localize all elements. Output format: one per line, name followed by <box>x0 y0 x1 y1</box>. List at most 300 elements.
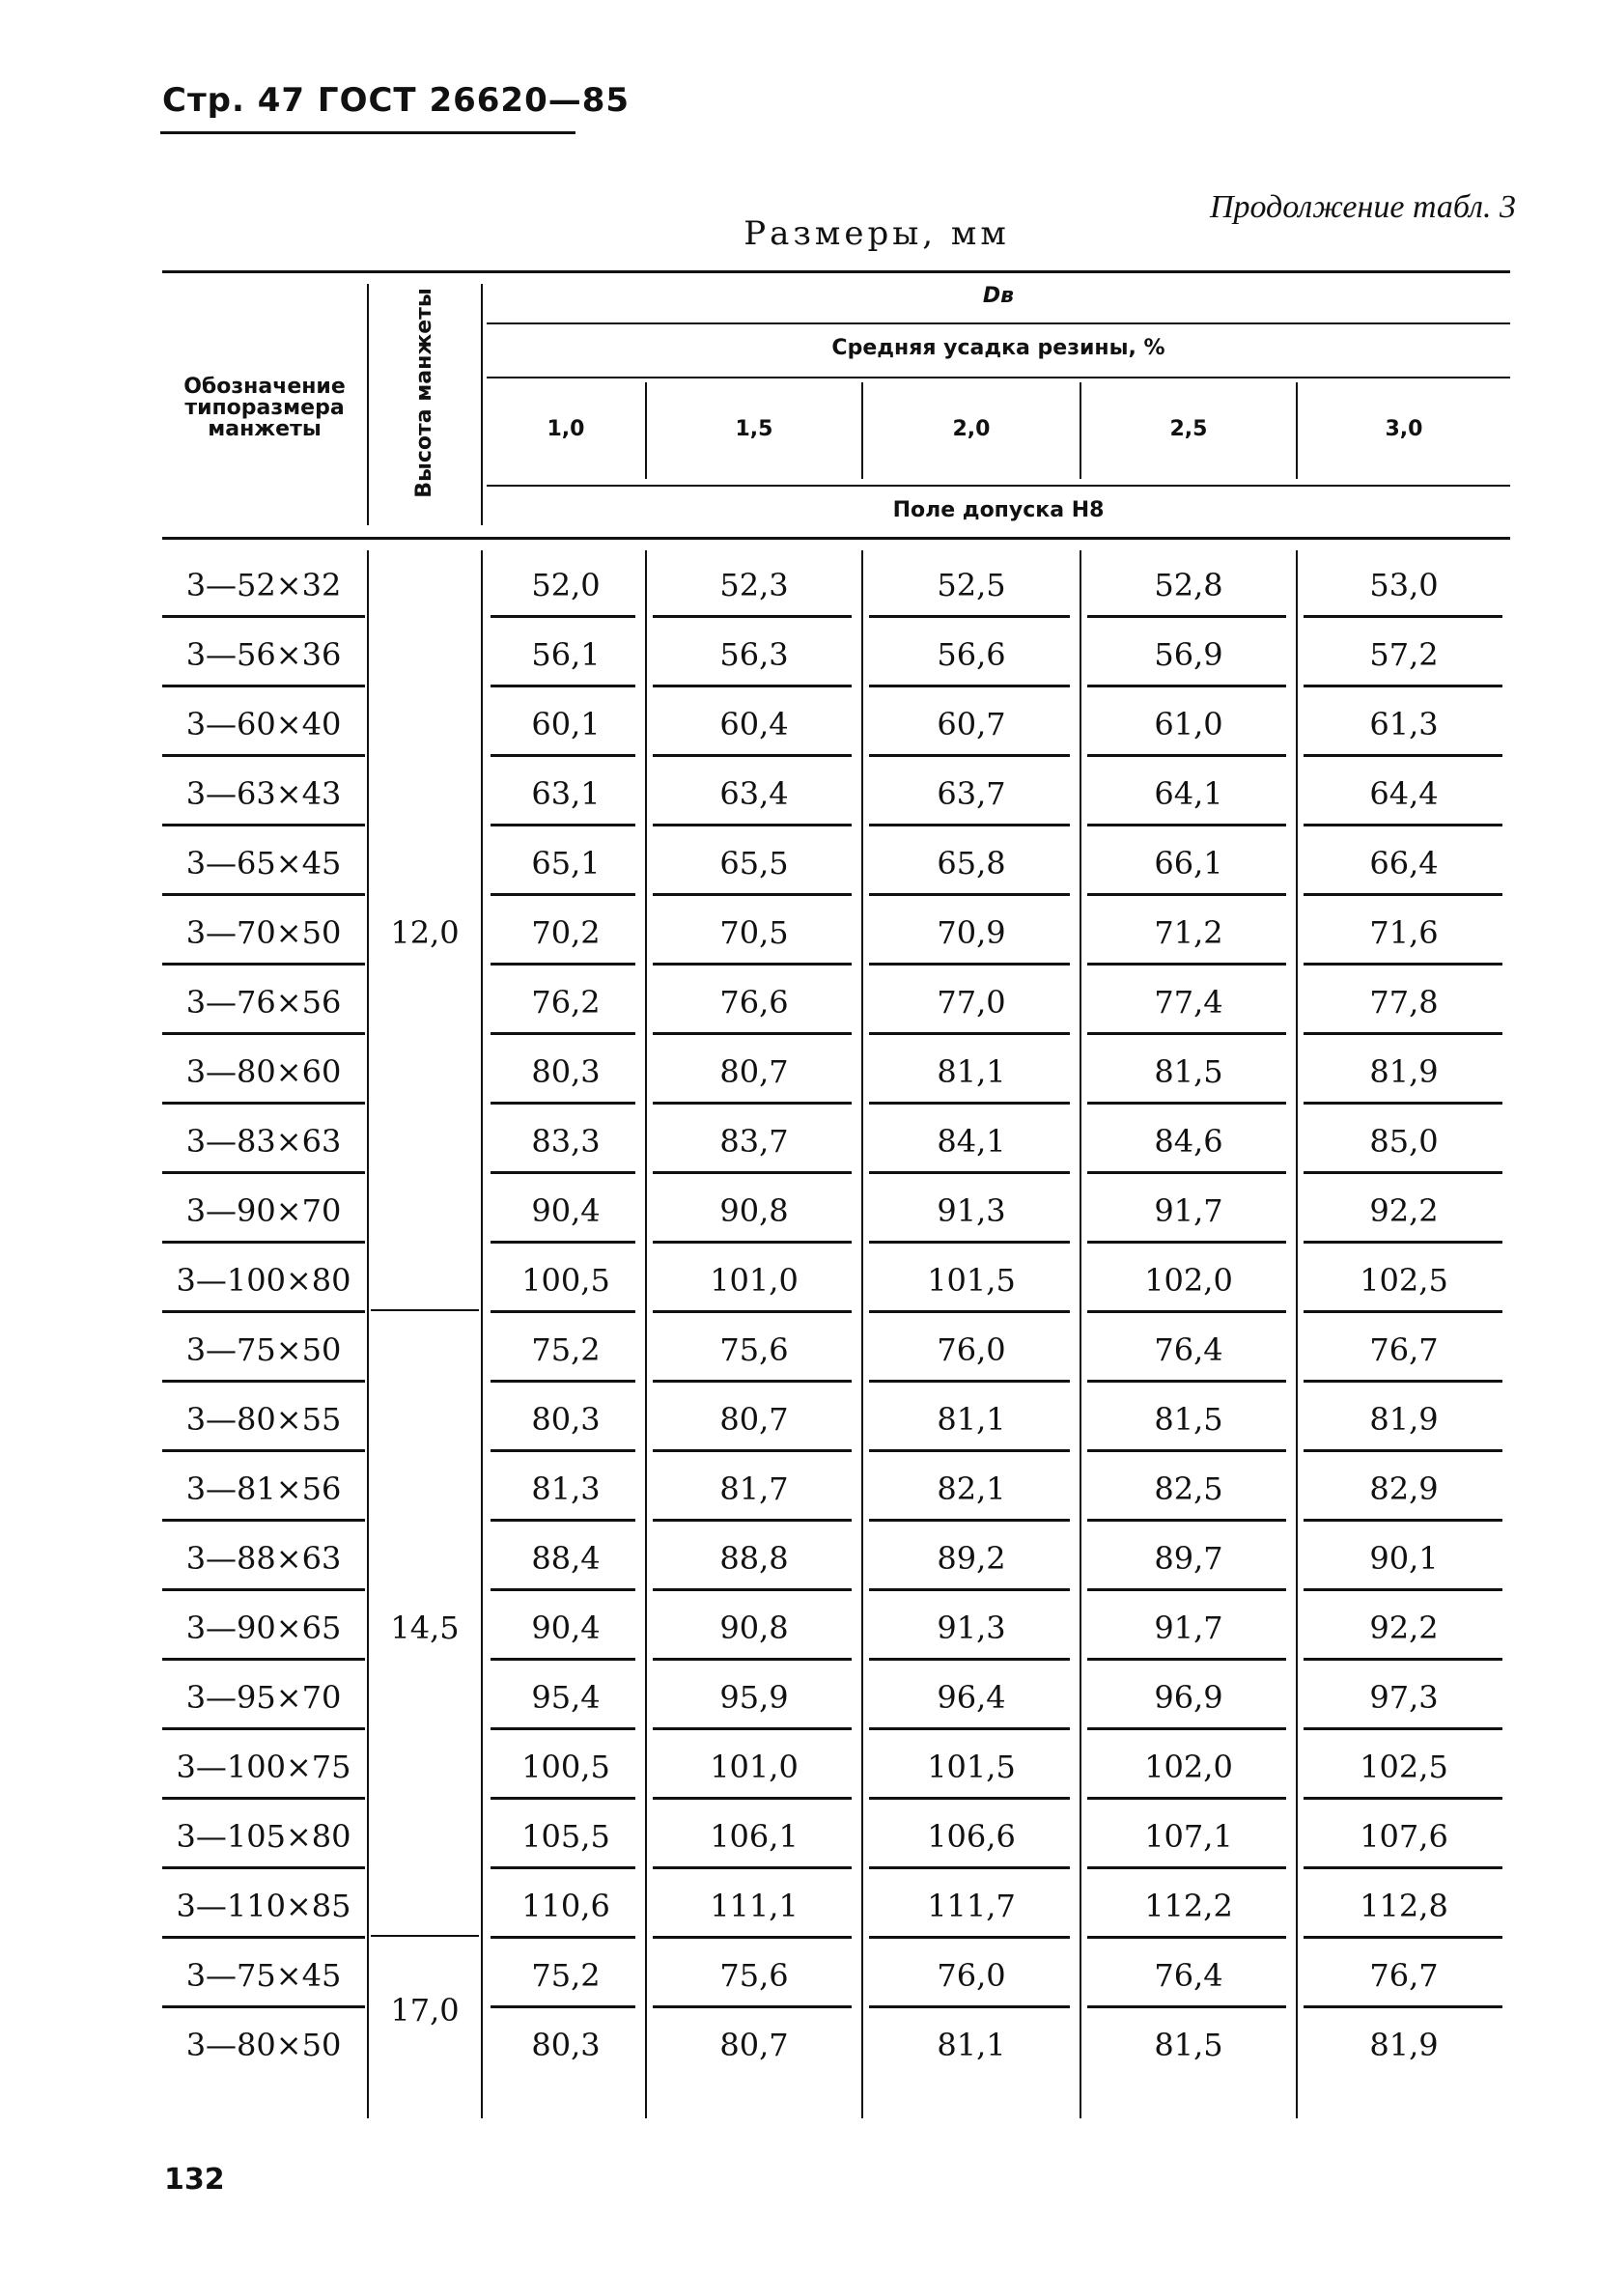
value-row-rule <box>869 963 1070 966</box>
table-row <box>162 1941 1510 2010</box>
value-row-rule <box>1304 824 1502 826</box>
body-vline <box>645 550 647 2118</box>
value-cell: 91,7 <box>1154 1192 1223 1229</box>
designation-cell: 3—95×70 <box>185 1679 342 1716</box>
col-height-header: Высота манжеты <box>412 288 436 498</box>
designation-cell: 3—83×63 <box>185 1123 342 1160</box>
value-cell: 75,2 <box>531 1331 601 1368</box>
value-cell: 60,1 <box>531 706 601 742</box>
value-row-rule <box>1087 963 1286 966</box>
units-caption-text: Размеры, мм <box>743 214 1010 253</box>
value-cell: 84,1 <box>937 1123 1006 1160</box>
value-cell: 111,7 <box>927 1888 1016 1924</box>
value-row-rule <box>1304 615 1502 618</box>
value-cell: 92,2 <box>1369 1192 1439 1229</box>
value-cell: 90,4 <box>531 1610 601 1646</box>
value-row-rule <box>869 685 1070 687</box>
value-cell: 100,5 <box>521 1749 610 1785</box>
d-group-header: Dв <box>982 284 1015 308</box>
value-cell: 102,0 <box>1144 1749 1233 1785</box>
value-row-rule <box>1087 1032 1286 1035</box>
header-vline-2 <box>481 284 483 525</box>
value-cell: 110,6 <box>521 1888 610 1924</box>
designation-row-rule <box>162 1936 365 1939</box>
value-row-rule <box>653 615 852 618</box>
value-cell: 52,8 <box>1154 567 1223 603</box>
height-group-separator <box>371 1309 479 1311</box>
value-row-rule <box>653 1866 852 1869</box>
value-cell: 101,5 <box>927 1749 1016 1785</box>
value-cell: 56,1 <box>531 636 601 673</box>
value-row-rule <box>869 1449 1070 1452</box>
value-row-rule <box>1087 893 1286 896</box>
value-row-rule <box>1087 1449 1286 1452</box>
value-row-rule <box>869 1797 1070 1800</box>
value-row-rule <box>653 1519 852 1522</box>
value-row-rule <box>491 1658 635 1661</box>
value-row-rule <box>1087 1102 1286 1105</box>
table-row <box>162 2010 1510 2080</box>
value-row-rule <box>653 1310 852 1313</box>
value-cell: 91,3 <box>937 1192 1006 1229</box>
designation-row-rule <box>162 754 365 757</box>
value-row-rule <box>491 1380 635 1383</box>
header-vline-1 <box>367 284 369 525</box>
table-row <box>162 1871 1510 1941</box>
designation-cell: 3—90×70 <box>185 1192 342 1229</box>
page-header-rule <box>160 131 575 134</box>
designation-cell: 3—80×60 <box>185 1053 342 1090</box>
table-row <box>162 828 1510 898</box>
value-cell: 71,2 <box>1154 914 1223 951</box>
value-row-rule <box>653 1102 852 1105</box>
height-group-label: 12,0 <box>390 914 460 951</box>
value-cell: 77,4 <box>1154 984 1223 1021</box>
table-row <box>162 898 1510 967</box>
designation-cell: 3—90×65 <box>185 1610 342 1646</box>
value-cell: 63,1 <box>531 775 601 812</box>
height-group-label: 17,0 <box>390 1992 460 2029</box>
value-row-rule <box>869 2005 1070 2008</box>
value-cell: 81,5 <box>1154 2027 1223 2063</box>
value-row-rule <box>491 685 635 687</box>
designation-cell: 3—100×75 <box>176 1749 351 1785</box>
table-row <box>162 1524 1510 1593</box>
designation-row-rule <box>162 2005 365 2008</box>
value-cell: 112,8 <box>1360 1888 1448 1924</box>
designation-cell: 3—110×85 <box>176 1888 351 1924</box>
value-cell: 76,6 <box>719 984 789 1021</box>
value-row-rule <box>491 1588 635 1591</box>
value-cell: 81,5 <box>1154 1053 1223 1090</box>
value-row-rule <box>1087 685 1286 687</box>
value-row-rule <box>869 1171 1070 1174</box>
value-cell: 90,8 <box>719 1610 789 1646</box>
value-cell: 81,9 <box>1369 1401 1439 1438</box>
value-cell: 65,1 <box>531 845 601 882</box>
value-row-rule <box>1304 1310 1502 1313</box>
header-rule-values <box>487 485 1510 487</box>
table-row <box>162 550 1510 620</box>
value-row-rule <box>1304 1171 1502 1174</box>
value-cell: 81,1 <box>937 1401 1006 1438</box>
value-row-rule <box>653 754 852 757</box>
page-number: 132 <box>164 2163 225 2197</box>
body-vline <box>1080 550 1081 2118</box>
value-row-rule <box>1087 1936 1286 1939</box>
value-cell: 112,2 <box>1144 1888 1233 1924</box>
value-row-rule <box>869 1936 1070 1939</box>
value-cell: 101,0 <box>710 1749 799 1785</box>
designation-cell: 3—80×50 <box>185 2027 342 2063</box>
designation-row-rule <box>162 1866 365 1869</box>
value-row-rule <box>491 2005 635 2008</box>
value-row-rule <box>1087 1241 1286 1244</box>
value-cell: 90,1 <box>1369 1540 1439 1577</box>
designation-row-rule <box>162 1797 365 1800</box>
designation-cell: 3—65×45 <box>185 845 342 882</box>
value-row-rule <box>653 1380 852 1383</box>
value-row-rule <box>653 2005 852 2008</box>
value-cell: 82,5 <box>1154 1470 1223 1507</box>
value-row-rule <box>491 824 635 826</box>
value-cell: 107,6 <box>1360 1818 1448 1855</box>
table-row <box>162 689 1510 759</box>
value-row-rule <box>1304 1797 1502 1800</box>
value-row-rule <box>491 1519 635 1522</box>
value-row-rule <box>491 1102 635 1105</box>
value-cell: 76,7 <box>1369 1331 1439 1368</box>
value-row-rule <box>653 1449 852 1452</box>
designation-cell: 3—75×45 <box>185 1957 342 1994</box>
value-row-rule <box>1304 1519 1502 1522</box>
designation-row-rule <box>162 1588 365 1591</box>
table-row <box>162 620 1510 689</box>
designation-row-rule <box>162 1032 365 1035</box>
shrinkage-2-5: 2,5 <box>1169 417 1208 441</box>
value-row-rule <box>869 1658 1070 1661</box>
value-cell: 56,3 <box>719 636 789 673</box>
value-row-rule <box>1087 615 1286 618</box>
value-cell: 76,0 <box>937 1957 1006 1994</box>
value-row-rule <box>869 824 1070 826</box>
table-row <box>162 1315 1510 1385</box>
value-cell: 52,5 <box>937 567 1006 603</box>
value-row-rule <box>1087 1797 1286 1800</box>
value-cell: 56,6 <box>937 636 1006 673</box>
designation-row-rule <box>162 685 365 687</box>
value-row-rule <box>491 1936 635 1939</box>
body-vline <box>367 550 369 2118</box>
value-row-rule <box>1304 1032 1502 1035</box>
value-cell: 83,3 <box>531 1123 601 1160</box>
value-row-rule <box>653 1936 852 1939</box>
designation-cell: 3—63×43 <box>185 775 342 812</box>
value-row-rule <box>1304 1727 1502 1730</box>
value-cell: 80,7 <box>719 1401 789 1438</box>
value-cell: 61,0 <box>1154 706 1223 742</box>
value-row-rule <box>653 685 852 687</box>
value-cell: 81,9 <box>1369 1053 1439 1090</box>
table-row <box>162 1663 1510 1732</box>
value-row-rule <box>1087 824 1286 826</box>
value-cell: 66,1 <box>1154 845 1223 882</box>
value-row-rule <box>653 1588 852 1591</box>
table-continuation-label: Продолжение табл. 3 <box>1209 189 1516 225</box>
value-row-rule <box>653 1241 852 1244</box>
designation-cell: 3—80×55 <box>185 1401 342 1438</box>
value-cell: 88,8 <box>719 1540 789 1577</box>
value-cell: 107,1 <box>1144 1818 1233 1855</box>
designation-cell: 3—88×63 <box>185 1540 342 1577</box>
value-cell: 70,2 <box>531 914 601 951</box>
value-cell: 64,1 <box>1154 775 1223 812</box>
value-cell: 102,0 <box>1144 1262 1233 1299</box>
value-row-rule <box>869 1727 1070 1730</box>
value-cell: 71,6 <box>1369 914 1439 951</box>
value-cell: 96,4 <box>937 1679 1006 1716</box>
table-row <box>162 1246 1510 1315</box>
value-cell: 97,3 <box>1369 1679 1439 1716</box>
value-row-rule <box>491 1310 635 1313</box>
value-row-rule <box>491 1032 635 1035</box>
table-row <box>162 967 1510 1037</box>
table-row <box>162 1176 1510 1246</box>
value-row-rule <box>1087 2005 1286 2008</box>
table-row <box>162 1802 1510 1871</box>
value-row-rule <box>1304 1588 1502 1591</box>
value-cell: 76,0 <box>937 1331 1006 1368</box>
shrinkage-3-0: 3,0 <box>1385 417 1423 441</box>
value-row-rule <box>1087 1588 1286 1591</box>
value-row-rule <box>869 1380 1070 1383</box>
value-cell: 81,1 <box>937 2027 1006 2063</box>
designation-cell: 3—70×50 <box>185 914 342 951</box>
value-cell: 81,9 <box>1369 2027 1439 2063</box>
value-row-rule <box>869 615 1070 618</box>
value-row-rule <box>653 1032 852 1035</box>
value-row-rule <box>1304 1102 1502 1105</box>
value-cell: 52,0 <box>531 567 601 603</box>
value-cell: 76,2 <box>531 984 601 1021</box>
table-row <box>162 1593 1510 1663</box>
value-cell: 85,0 <box>1369 1123 1439 1160</box>
value-row-rule <box>1304 685 1502 687</box>
value-cell: 64,4 <box>1369 775 1439 812</box>
value-row-rule <box>869 754 1070 757</box>
value-cell: 77,8 <box>1369 984 1439 1021</box>
table-row <box>162 1385 1510 1454</box>
value-cell: 63,4 <box>719 775 789 812</box>
value-cell: 52,3 <box>719 567 789 603</box>
designation-cell: 3—81×56 <box>185 1470 342 1507</box>
value-row-rule <box>1087 1658 1286 1661</box>
value-row-rule <box>653 1171 852 1174</box>
value-cell: 105,5 <box>521 1818 610 1855</box>
value-row-rule <box>653 1658 852 1661</box>
page-header: Стр. 47 ГОСТ 26620—85 <box>162 81 631 120</box>
units-caption <box>0 214 1599 253</box>
value-cell: 76,7 <box>1369 1957 1439 1994</box>
value-row-rule <box>491 754 635 757</box>
table-row <box>162 1454 1510 1524</box>
value-cell: 80,3 <box>531 1053 601 1090</box>
value-row-rule <box>491 1866 635 1869</box>
designation-row-rule <box>162 1102 365 1105</box>
value-row-rule <box>1304 754 1502 757</box>
value-cell: 100,5 <box>521 1262 610 1299</box>
value-cell: 75,6 <box>719 1331 789 1368</box>
value-row-rule <box>1304 2005 1502 2008</box>
value-cell: 106,1 <box>710 1818 799 1855</box>
designation-row-rule <box>162 1310 365 1313</box>
value-cell: 65,8 <box>937 845 1006 882</box>
value-cell: 91,3 <box>937 1610 1006 1646</box>
value-cell: 90,4 <box>531 1192 601 1229</box>
value-cell: 80,7 <box>719 1053 789 1090</box>
value-cell: 63,7 <box>937 775 1006 812</box>
table-row <box>162 759 1510 828</box>
value-cell: 96,9 <box>1154 1679 1223 1716</box>
value-row-rule <box>869 1519 1070 1522</box>
designation-row-rule <box>162 824 365 826</box>
table-top-rule <box>162 270 1510 273</box>
designation-cell: 3—75×50 <box>185 1331 342 1368</box>
value-row-rule <box>491 1797 635 1800</box>
value-cell: 88,4 <box>531 1540 601 1577</box>
value-row-rule <box>1087 1519 1286 1522</box>
value-cell: 92,2 <box>1369 1610 1439 1646</box>
value-cell: 101,0 <box>710 1262 799 1299</box>
value-cell: 76,4 <box>1154 1957 1223 1994</box>
value-cell: 53,0 <box>1369 567 1439 603</box>
value-cell: 84,6 <box>1154 1123 1223 1160</box>
value-cell: 82,1 <box>937 1470 1006 1507</box>
designation-row-rule <box>162 615 365 618</box>
value-row-rule <box>1087 1171 1286 1174</box>
value-row-rule <box>653 893 852 896</box>
value-cell: 106,6 <box>927 1818 1016 1855</box>
value-cell: 81,3 <box>531 1470 601 1507</box>
header-rule-shrinkage <box>487 377 1510 378</box>
designation-row-rule <box>162 893 365 896</box>
designation-cell: 3—60×40 <box>185 706 342 742</box>
height-group-label: 14,5 <box>390 1610 460 1646</box>
value-row-rule <box>1087 1727 1286 1730</box>
value-cell: 82,9 <box>1369 1470 1439 1507</box>
shrinkage-header: Средняя усадка резины, % <box>831 336 1165 360</box>
shrinkage-1-5: 1,5 <box>735 417 773 441</box>
value-row-rule <box>1087 1310 1286 1313</box>
value-cell: 66,4 <box>1369 845 1439 882</box>
designation-cell: 3—100×80 <box>176 1262 351 1299</box>
designation-row-rule <box>162 1171 365 1174</box>
value-row-rule <box>1304 1866 1502 1869</box>
value-cell: 95,9 <box>719 1679 789 1716</box>
value-cell: 75,6 <box>719 1957 789 1994</box>
value-cell: 60,7 <box>937 706 1006 742</box>
body-vline <box>481 550 483 2118</box>
value-cell: 76,4 <box>1154 1331 1223 1368</box>
value-cell: 83,7 <box>719 1123 789 1160</box>
value-cell: 80,3 <box>531 2027 601 2063</box>
value-row-rule <box>653 824 852 826</box>
table-row <box>162 1732 1510 1802</box>
value-row-rule <box>1087 754 1286 757</box>
designation-row-rule <box>162 1727 365 1730</box>
value-cell: 81,5 <box>1154 1401 1223 1438</box>
value-cell: 56,9 <box>1154 636 1223 673</box>
header-rule-d <box>487 322 1510 324</box>
body-vline <box>1296 550 1298 2118</box>
value-row-rule <box>1087 1866 1286 1869</box>
value-cell: 101,5 <box>927 1262 1016 1299</box>
designation-row-rule <box>162 1380 365 1383</box>
value-row-rule <box>1304 1658 1502 1661</box>
body-vline <box>861 550 863 2118</box>
value-cell: 89,7 <box>1154 1540 1223 1577</box>
value-cell: 80,7 <box>719 2027 789 2063</box>
value-row-rule <box>869 1241 1070 1244</box>
table-row <box>162 1037 1510 1106</box>
designation-row-rule <box>162 1658 365 1661</box>
value-row-rule <box>869 1032 1070 1035</box>
value-row-rule <box>653 963 852 966</box>
value-row-rule <box>653 1797 852 1800</box>
designation-row-rule <box>162 1449 365 1452</box>
height-group-separator <box>371 1935 479 1937</box>
value-cell: 102,5 <box>1360 1262 1448 1299</box>
designation-cell: 3—56×36 <box>185 636 342 673</box>
value-row-rule <box>869 1866 1070 1869</box>
value-cell: 75,2 <box>531 1957 601 1994</box>
value-cell: 91,7 <box>1154 1610 1223 1646</box>
shrinkage-2-0: 2,0 <box>952 417 991 441</box>
designation-row-rule <box>162 1241 365 1244</box>
designation-cell: 3—76×56 <box>185 984 342 1021</box>
value-row-rule <box>1304 893 1502 896</box>
value-cell: 102,5 <box>1360 1749 1448 1785</box>
value-cell: 77,0 <box>937 984 1006 1021</box>
value-cell: 61,3 <box>1369 706 1439 742</box>
value-row-rule <box>491 615 635 618</box>
table-row <box>162 1106 1510 1176</box>
header-bottom-rule <box>162 537 1510 540</box>
value-row-rule <box>869 1310 1070 1313</box>
value-cell: 65,5 <box>719 845 789 882</box>
value-row-rule <box>491 1727 635 1730</box>
value-cell: 60,4 <box>719 706 789 742</box>
value-cell: 89,2 <box>937 1540 1006 1577</box>
designation-row-rule <box>162 963 365 966</box>
designation-row-rule <box>162 1519 365 1522</box>
tolerance-header: Поле допуска H8 <box>892 498 1105 522</box>
designation-cell: 3—52×32 <box>185 567 342 603</box>
value-row-rule <box>869 1102 1070 1105</box>
value-cell: 81,1 <box>937 1053 1006 1090</box>
value-cell: 90,8 <box>719 1192 789 1229</box>
value-cell: 80,3 <box>531 1401 601 1438</box>
value-row-rule <box>1087 1380 1286 1383</box>
value-row-rule <box>1304 1449 1502 1452</box>
value-cell: 57,2 <box>1369 636 1439 673</box>
value-cell: 70,9 <box>937 914 1006 951</box>
value-row-rule <box>491 893 635 896</box>
value-row-rule <box>653 1727 852 1730</box>
value-row-rule <box>1304 1380 1502 1383</box>
value-row-rule <box>1304 1241 1502 1244</box>
value-row-rule <box>491 963 635 966</box>
